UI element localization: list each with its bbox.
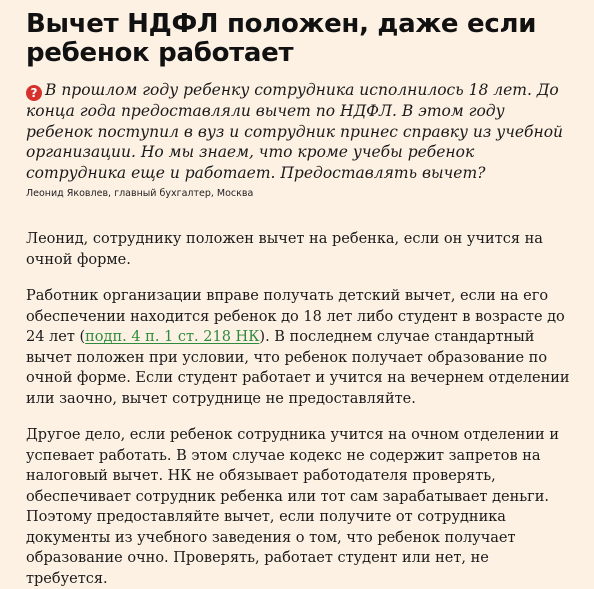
answer-paragraph-1: Леонид, сотруднику положен вычет на ребенка, если он учится на очной форме. (26, 231, 543, 268)
article-title: Вычет НДФЛ положен, даже если ребенок работает (26, 9, 537, 68)
answer-paragraph-3: Другое дело, если ребенок сотрудника учится на очном отделении и успевает работать. В этом случае кодекс не содержит запретов на налоговый вычет. НК не обязывает работодателя проверять, обеспечивает сотрудник ребенка или тот сам зарабатывает деньги. Поэтому предоставляйте вычет, если получите от сотрудника документы из учебного заведения о том, что ребенок получает образование очно. Проверять, работает студент или нет, не требуется. (26, 427, 559, 587)
reader-question (26, 80, 572, 183)
question-text: В прошлом году ребенку сотрудника исполнилось 18 лет. До конца года предоставляли вычет по НДФЛ. В этом году ребенок поступил в вуз и сотрудник принес справку из учебной организации. Но мы знаем, что кроме учебы ребенок сотрудника еще и работает. Предоставлять вычет? (26, 81, 564, 182)
answer-paragraph-2-text-end: ). В последнем случае стандартный вычет положен при условии, что ребенок получает образование по очной форме. Если студент работает и учится на вечернем отделении или заочно, вычет сотруднице не предоставляйте. (26, 329, 570, 407)
answer-paragraph-2-text-start: Работник организации вправе получать детский вычет, если на его обеспечении находится ребенок до 18 лет либо студент в возрасте до 24 лет ( (26, 288, 565, 345)
answer-paragraph-2 (26, 286, 572, 409)
tax-code-article-link[interactable]: подп. 4 п. 1 ст. 218 НК (85, 329, 260, 345)
expert-answer (26, 229, 572, 589)
question-author: Леонид Яковлев, главный бухгалтер, Москва (26, 188, 254, 199)
question-circle-icon: ? (26, 85, 42, 101)
